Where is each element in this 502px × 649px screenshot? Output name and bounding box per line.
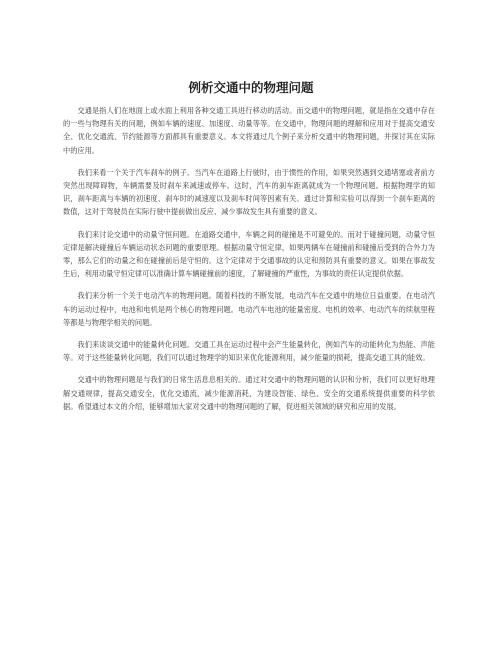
paragraph: 我们来看一个关于汽车刹车的例子。当汽车在道路上行驶时，由于惯性的作用，如果突然遇到交通堵塞或者前方突然出现障碍物，车辆需要及时刹车来减速或停车。这时，汽车的刹车距离就成为一个物理问题。根据物理学的知识，刹车距离与车辆的初速度、刹车时的减速度以及刹车时间等因素有关。通过计算和实验可以得到一个刹车距离的数值，这对于驾驶员在实际行驶中提前做出反应、减少事故发生具有重要的意义。: [63, 167, 435, 217]
paragraph: 交通中的物理问题是与我们的日常生活息息相关的。通过对交通中的物理问题的认识和分析，我们可以更好地理解交通规律，提高交通安全，优化交通流，减少能源消耗，为建设智能、绿色、安全的交通系统提供重要的科学依据。希望通过本文的介绍，能够增加大家对交通中的物理问题的了解，促进相关领域的研究和应用的发展。: [63, 375, 435, 411]
paragraph: 交通是指人们在地面上或水面上利用各种交通工具进行移动的活动。而交通中的物理问题，就是指在交通中存在的一些与物理有关的问题，例如车辆的速度、加速度、动量等等。在交通中，物理问题的理解和应用对于提高交通安全、优化交通流、节约能源等方面都具有重要意义。本文将通过几个例子来分析交通中的物理问题，并探讨其在实际中的应用。: [63, 106, 435, 155]
paragraph: 我们来谈谈交通中的能量转化问题。交通工具在运动过程中会产生能量转化，例如汽车的动能转化为热能、声能等。对于这些能量转化问题，我们可以通过物理学的知识来优化能源利用，减少能量的损耗，提高交通工具的能效。: [63, 340, 435, 363]
document-title: 例析交通中的物理问题: [188, 80, 314, 95]
document-body: [63, 104, 435, 422]
paragraph: 我们来讨论交通中的动量守恒问题。在道路交通中，车辆之间的碰撞是不可避免的。而对于碰撞问题，动量守恒定律是解决碰撞后车辆运动状态问题的重要原理。根据动量守恒定律，如果两辆车在碰撞前和碰撞后受到的合外力为零，那么它们的动量之和在碰撞前后是守恒的。这个定律对于交通事故的认定和预防具有重要的意义。如果在事故发生后，利用动量守恒定律可以准确计算车辆碰撞前的速度，了解碰撞的严重性，为事故的责任认定提供依据。: [63, 229, 435, 279]
paragraph: 我们来分析一个关于电动汽车的物理问题。随着科技的不断发展，电动汽车在交通中的地位日益重要。在电动汽车的运动过程中，电池和电机是两个核心的物理问题。电动汽车电池的能量密度、电机的效率、电动汽车的续航里程等都是与物理学相关的问题。: [63, 291, 435, 327]
